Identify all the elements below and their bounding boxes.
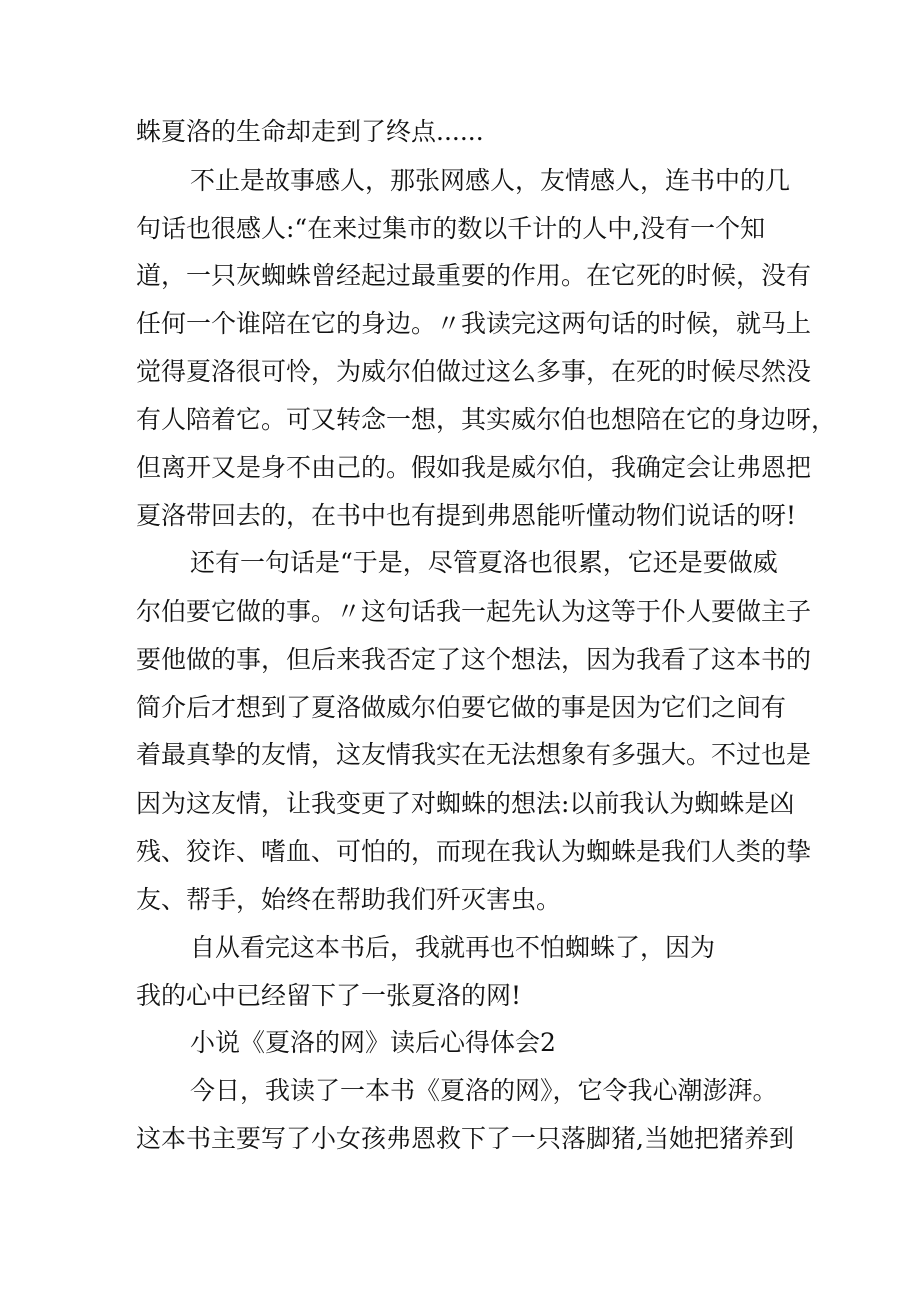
text-line: 因为这友情，让我变更了对蜘蛛的想法:以前我认为蜘蛛是凶 xyxy=(136,789,795,818)
text-line: 友、帮手，始终在帮助我们歼灭害虫。 xyxy=(136,885,562,914)
text-line: 但离开又是身不由己的。假如我是威尔伯，我确定会让弗恩把 xyxy=(136,453,812,482)
text-line: 尔伯要它做的事。〃这句话我一起先认为这等于仆人要做主子 xyxy=(136,597,812,626)
text-line: 要他做的事，但后来我否定了这个想法，因为我看了这本书的 xyxy=(136,645,812,674)
text-line: 残、狡诈、嗜血、可怕的，而现在我认为蜘蛛是我们人类的挚 xyxy=(136,837,812,866)
text-line: 句话也很感人:“在来过集市的数以千计的人中,没有一个知 xyxy=(136,214,766,243)
text-line: 不止是故事感人，那张网感人，友情感人，连书中的几 xyxy=(190,166,791,195)
text-line: 这本书主要写了小女孩弗恩救下了一只落脚猪,当她把猪养到 xyxy=(136,1124,794,1153)
text-line: 着最真挚的友情，这友情我实在无法想象有多强大。不过也是 xyxy=(136,740,812,769)
text-line: 蛛夏洛的生命却走到了终点...... xyxy=(136,117,484,146)
section-heading: 小说《夏洛的网》读后心得体会2 xyxy=(190,1028,556,1057)
text-line: 夏洛带回去的，在书中也有提到弗恩能听懂动物们说话的呀! xyxy=(136,501,797,530)
text-line: 任何一个谁陪在它的身边。〃我读完这两句话的时候，就马上 xyxy=(136,309,812,338)
text-line: 今日，我读了一本书《夏洛的网》，它令我心潮澎湃。 xyxy=(190,1076,778,1105)
text-line: 还有一句话是“于是，尽管夏洛也很累，它还是要做威 xyxy=(190,548,778,577)
text-line: 道，一只灰蜘蛛曾经起过最重要的作用。在它死的时候，没有 xyxy=(136,261,812,290)
text-line: 有人陪着它。可又转念一想，其实威尔伯也想陪在它的身边呀， xyxy=(136,405,837,434)
text-line: 觉得夏洛很可怜，为威尔伯做过这么多事，在死的时候尽然没 xyxy=(136,357,812,386)
text-line: 简介后才想到了夏洛做威尔伯要它做的事是因为它们之间有 xyxy=(136,693,787,722)
text-line: 我的心中已经留下了一张夏洛的网! xyxy=(136,981,522,1010)
text-line: 自从看完这本书后，我就再也不怕蜘蛛了，因为 xyxy=(190,933,716,962)
